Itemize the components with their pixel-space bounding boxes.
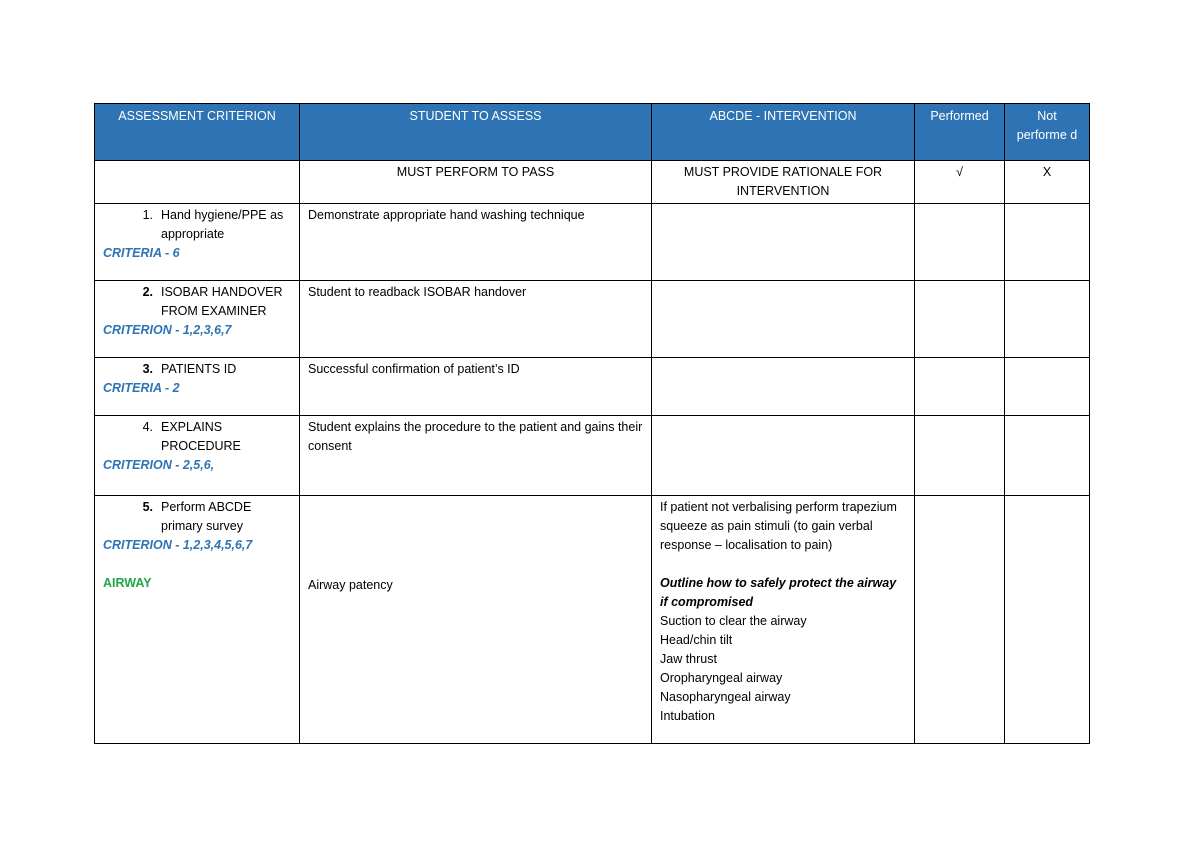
intervention-cell bbox=[652, 496, 915, 744]
student-assess-cell: Demonstrate appropriate hand washing technique bbox=[300, 204, 652, 281]
criterion-cell bbox=[95, 416, 300, 496]
performed-cell bbox=[915, 496, 1005, 744]
subheader-must-perform: MUST PERFORM TO PASS bbox=[300, 161, 652, 204]
table-row bbox=[95, 281, 1090, 358]
header-not-performed: Not performe d bbox=[1005, 104, 1090, 161]
subheader-cross-mark: X bbox=[1005, 161, 1090, 204]
not-performed-cell bbox=[1005, 358, 1090, 416]
subheader-empty bbox=[95, 161, 300, 204]
criterion-title: PATIENTS ID bbox=[161, 362, 237, 376]
header-abcde-intervention: ABCDE - INTERVENTION bbox=[652, 104, 915, 161]
table-row bbox=[95, 416, 1090, 496]
intervention-heading: Outline how to safely protect the airway if compromised bbox=[660, 576, 897, 609]
criterion-reference: CRITERIA - 2 bbox=[103, 381, 180, 395]
table-row bbox=[95, 358, 1090, 416]
not-performed-cell bbox=[1005, 416, 1090, 496]
criterion-number: 3. bbox=[142, 362, 153, 376]
criterion-reference: CRITERION - 2,5,6, bbox=[103, 458, 215, 472]
intervention-item: Oropharyngeal airway bbox=[660, 671, 783, 685]
student-assess-cell: Successful confirmation of patient’s ID bbox=[300, 358, 652, 416]
student-assess-cell bbox=[300, 496, 652, 744]
not-performed-cell bbox=[1005, 281, 1090, 358]
header-row bbox=[95, 104, 1090, 161]
criterion-number: 1. bbox=[142, 208, 153, 222]
criterion-cell bbox=[95, 496, 300, 744]
assessment-table bbox=[94, 103, 1090, 744]
intervention-cell bbox=[652, 281, 915, 358]
criterion-cell bbox=[95, 358, 300, 416]
intervention-item: Intubation bbox=[660, 709, 715, 723]
airway-section-label: AIRWAY bbox=[103, 576, 152, 590]
subheader-row bbox=[95, 161, 1090, 204]
criterion-title: EXPLAINS PROCEDURE bbox=[161, 420, 241, 453]
performed-cell bbox=[915, 281, 1005, 358]
criterion-title: Hand hygiene/PPE as appropriate bbox=[161, 208, 284, 241]
header-student-to-assess: STUDENT TO ASSESS bbox=[300, 104, 652, 161]
intervention-item: Head/chin tilt bbox=[660, 633, 733, 647]
header-assessment-criterion: ASSESSMENT CRITERION bbox=[95, 104, 300, 161]
criterion-number: 5. bbox=[142, 500, 153, 514]
subheader-must-provide-rationale: MUST PROVIDE RATIONALE FOR INTERVENTION bbox=[652, 161, 915, 204]
intervention-intro: If patient not verbalising perform trapezium squeeze as pain stimuli (to gain verbal response – localisation to pain) bbox=[660, 500, 897, 552]
intervention-item: Suction to clear the airway bbox=[660, 614, 807, 628]
criterion-reference: CRITERIA - 6 bbox=[103, 246, 180, 260]
intervention-item: Jaw thrust bbox=[660, 652, 717, 666]
intervention-cell bbox=[652, 204, 915, 281]
intervention-cell bbox=[652, 358, 915, 416]
table-row bbox=[95, 204, 1090, 281]
header-performed: Performed bbox=[915, 104, 1005, 161]
criterion-title: Perform ABCDE primary survey bbox=[161, 500, 252, 533]
table-row bbox=[95, 496, 1090, 744]
criterion-reference: CRITERION - 1,2,3,4,5,6,7 bbox=[103, 538, 253, 552]
intervention-item: Nasopharyngeal airway bbox=[660, 690, 791, 704]
criterion-title: ISOBAR HANDOVER FROM EXAMINER bbox=[161, 285, 283, 318]
not-performed-cell bbox=[1005, 204, 1090, 281]
student-assess-cell: Student explains the procedure to the patient and gains their consent bbox=[300, 416, 652, 496]
intervention-cell bbox=[652, 416, 915, 496]
criterion-number: 2. bbox=[142, 285, 153, 299]
criterion-cell bbox=[95, 204, 300, 281]
performed-cell bbox=[915, 416, 1005, 496]
criterion-number: 4. bbox=[142, 420, 153, 434]
performed-cell bbox=[915, 204, 1005, 281]
not-performed-cell bbox=[1005, 496, 1090, 744]
performed-cell bbox=[915, 358, 1005, 416]
criterion-cell bbox=[95, 281, 300, 358]
student-assess-cell: Student to readback ISOBAR handover bbox=[300, 281, 652, 358]
criterion-reference: CRITERION - 1,2,3,6,7 bbox=[103, 323, 232, 337]
airway-patency-text: Airway patency bbox=[308, 578, 393, 592]
subheader-check-mark: √ bbox=[915, 161, 1005, 204]
